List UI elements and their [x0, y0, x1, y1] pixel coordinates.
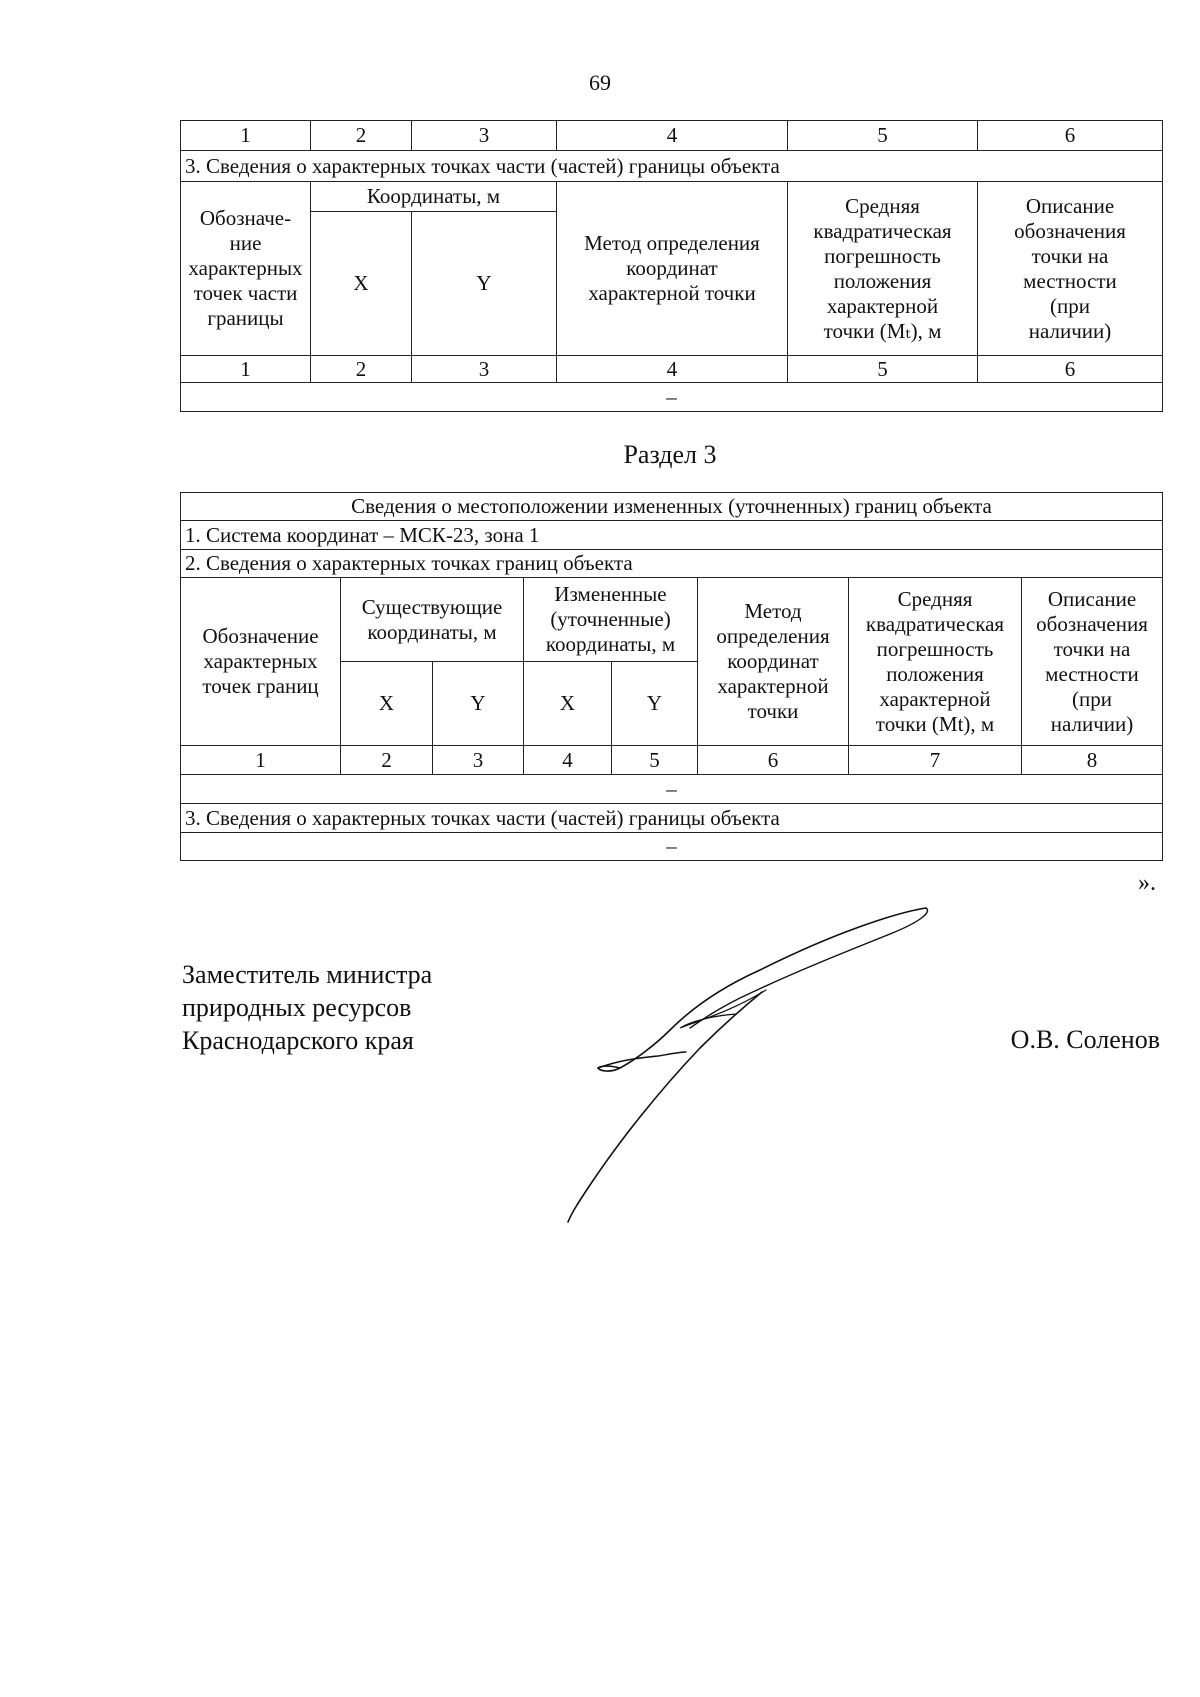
page-number: 69	[589, 70, 611, 95]
col-number: 5	[788, 121, 978, 151]
section-title: Раздел 3	[623, 440, 717, 469]
index-cell: 8	[1022, 746, 1163, 775]
table-row	[181, 775, 1163, 804]
header-designation: Обозначение характерных точек границ	[181, 578, 341, 746]
header-x: X	[311, 212, 412, 356]
header-description: Описание обозначения точки на местности (при наличии)	[1022, 578, 1163, 746]
section-heading: 2. Сведения о характерных точках границ объекта	[181, 550, 1163, 578]
index-cell: 1	[181, 356, 311, 383]
header-existing-coordinates: Существующие координаты, м	[341, 578, 524, 662]
table-row	[181, 521, 1163, 550]
table-title: Сведения о местоположении измененных (уточненных) границ объекта	[181, 493, 1163, 521]
table-row	[181, 493, 1163, 521]
coordinate-system-row: 1. Система координат – МСК-23, зона 1	[181, 521, 1163, 550]
table-row	[181, 833, 1163, 861]
header-y: Y	[412, 212, 557, 356]
header-x-existing: X	[341, 662, 433, 746]
index-cell: 4	[524, 746, 612, 775]
section-heading: 3. Сведения о характерных точках части (частей) границы объекта	[181, 151, 1163, 182]
table-row	[181, 182, 1163, 212]
empty-row: –	[181, 833, 1163, 861]
table-row	[181, 746, 1163, 775]
header-method: Метод определения координат характерной точки	[698, 578, 849, 746]
header-description: Описание обозначения точки на местности (при наличии)	[978, 182, 1163, 356]
header-error: Средняя квадратическая погрешность положения характерной точки (Mₜ), м	[788, 182, 978, 356]
signatory-position: Заместитель министра природных ресурсов Краснодарского края	[182, 960, 433, 1055]
index-cell: 2	[311, 356, 412, 383]
table-row	[181, 804, 1163, 833]
header-y-changed: Y	[612, 662, 698, 746]
table-row	[181, 121, 1163, 151]
signatory-name: О.В. Соленов	[1010, 1025, 1160, 1054]
empty-row: –	[181, 775, 1163, 804]
empty-row: –	[181, 383, 1163, 412]
table-row	[181, 383, 1163, 412]
header-y-existing: Y	[433, 662, 524, 746]
index-cell: 3	[433, 746, 524, 775]
index-cell: 2	[341, 746, 433, 775]
col-number: 6	[978, 121, 1163, 151]
index-cell: 4	[557, 356, 788, 383]
handwritten-signature	[540, 890, 940, 1230]
header-coordinates: Координаты, м	[311, 182, 557, 212]
index-cell: 6	[978, 356, 1163, 383]
header-method: Метод определения координат характерной точки	[557, 182, 788, 356]
table-part-boundary-points	[180, 120, 1163, 412]
header-error: Средняя квадратическая погрешность положения характерной точки (Mt), м	[849, 578, 1022, 746]
index-cell: 3	[412, 356, 557, 383]
table-changed-boundaries	[180, 492, 1163, 861]
section-heading: 3. Сведения о характерных точках части (частей) границы объекта	[181, 804, 1163, 833]
table-row	[181, 578, 1163, 662]
header-x-changed: X	[524, 662, 612, 746]
table-row	[181, 550, 1163, 578]
index-cell: 5	[788, 356, 978, 383]
index-cell: 5	[612, 746, 698, 775]
col-number: 4	[557, 121, 788, 151]
col-number: 3	[412, 121, 557, 151]
col-number: 2	[311, 121, 412, 151]
index-cell: 7	[849, 746, 1022, 775]
index-cell: 1	[181, 746, 341, 775]
closing-quote: ».	[1138, 870, 1156, 896]
header-designation: Обозначе- ние характерных точек части границы	[181, 182, 311, 356]
header-changed-coordinates: Измененные (уточненные) координаты, м	[524, 578, 698, 662]
col-number: 1	[181, 121, 311, 151]
table-row	[181, 151, 1163, 182]
index-cell: 6	[698, 746, 849, 775]
table-row	[181, 356, 1163, 383]
